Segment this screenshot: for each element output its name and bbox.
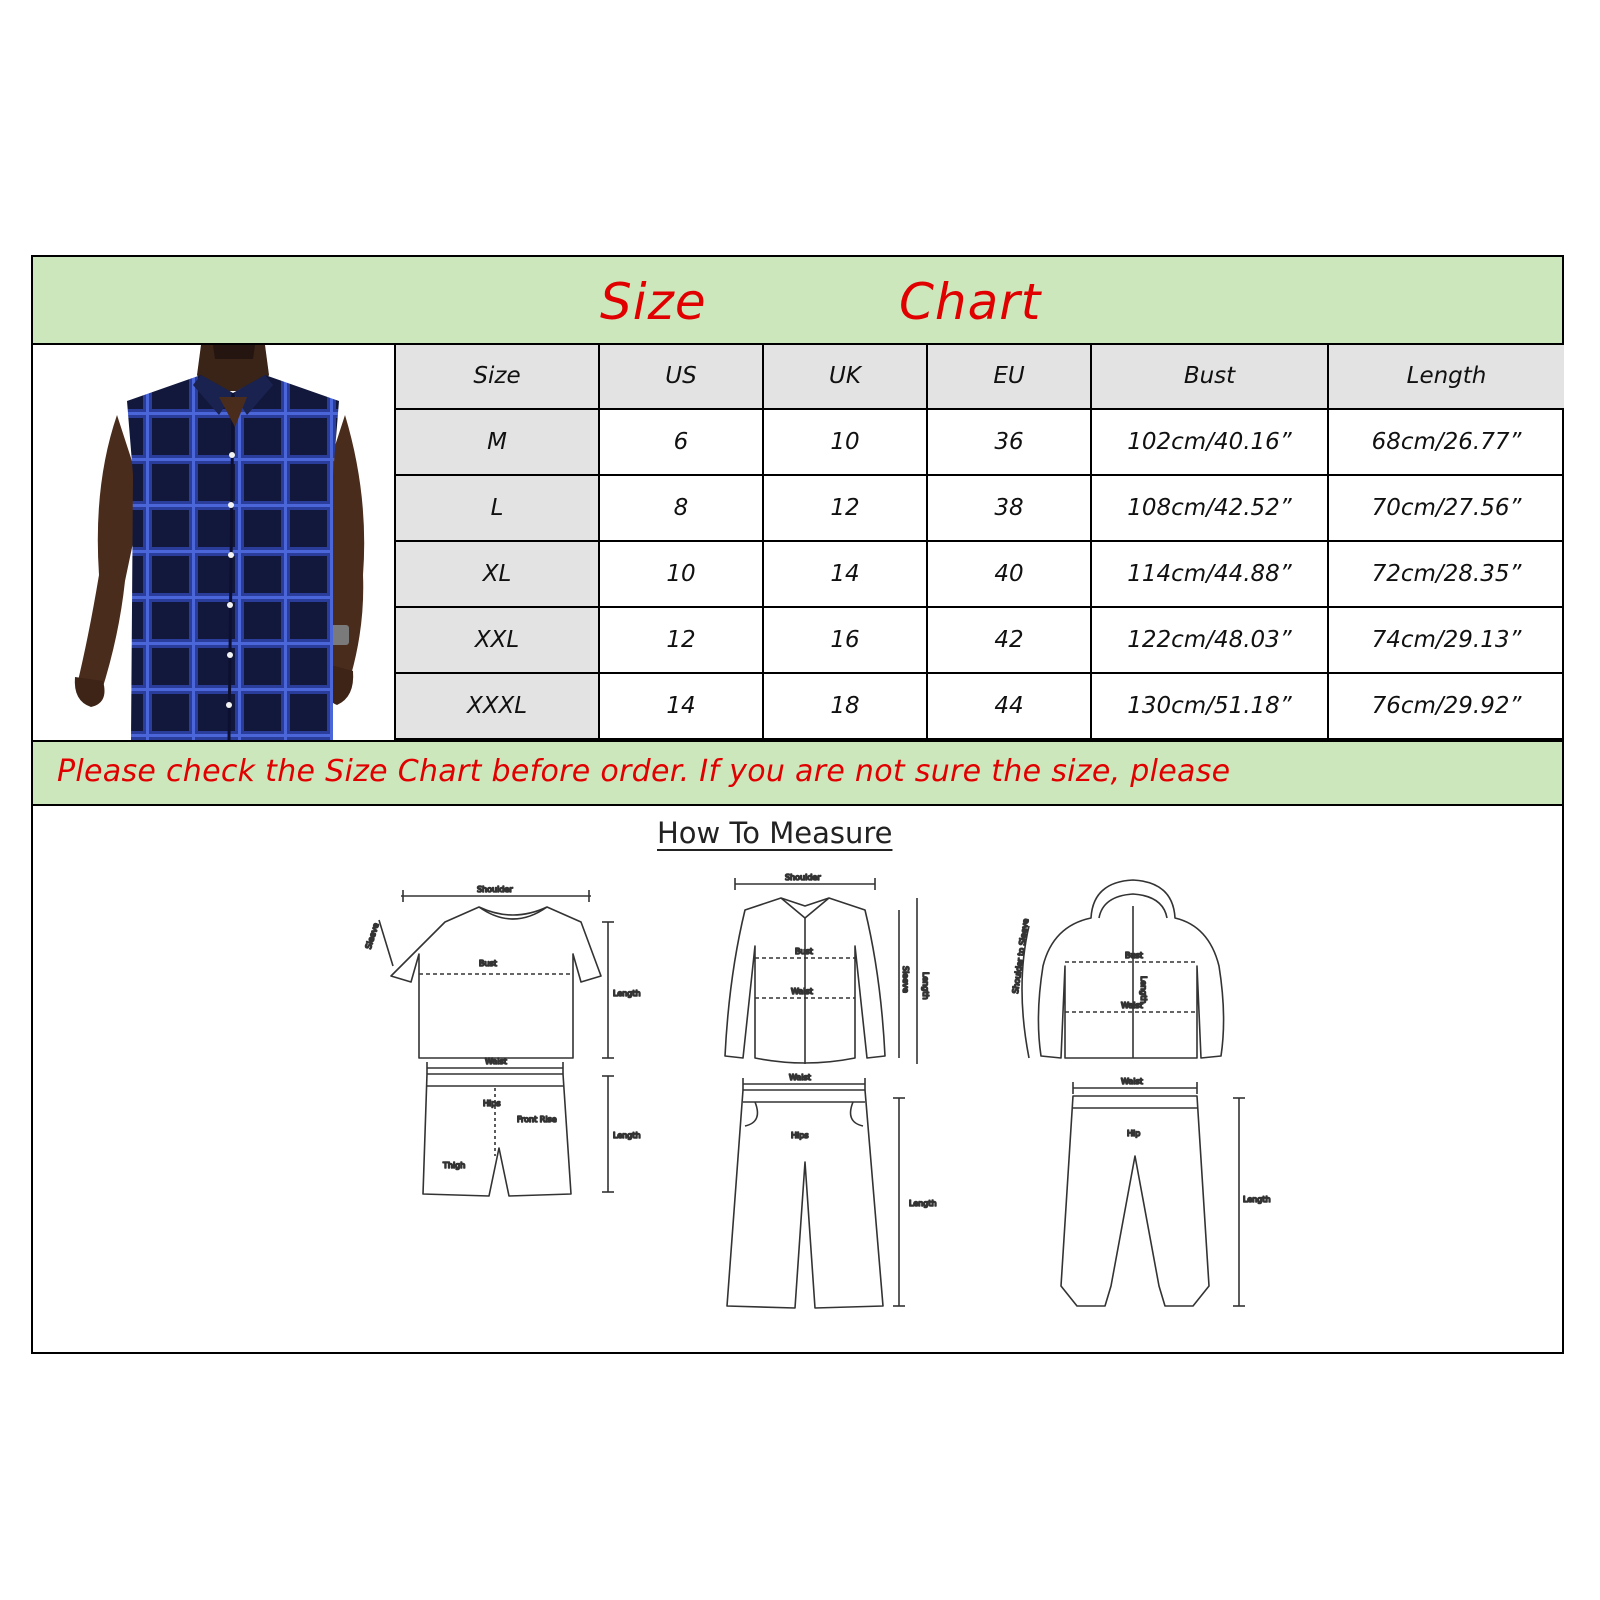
- cell-length: 76cm/29.92”: [1328, 673, 1564, 739]
- table-row: [396, 673, 1564, 739]
- header-uk: UK: [763, 345, 927, 409]
- shirt-bust-label: Bust: [795, 947, 813, 956]
- cell-length: 74cm/29.13”: [1328, 607, 1564, 673]
- shorts-thigh-label: Thigh: [443, 1161, 466, 1170]
- shorts-length-label: Length: [613, 1131, 641, 1140]
- tshirt-shoulder-label: Shoulder: [477, 885, 513, 894]
- tshirt-sleeve-label: Sleeve: [363, 921, 381, 951]
- tshirt-bust-label: Bust: [479, 959, 497, 968]
- pants-waist-label: Waist: [789, 1073, 811, 1082]
- table-header-row: [396, 345, 1564, 409]
- pants-diagram: [727, 1078, 905, 1308]
- header-eu: EU: [927, 345, 1091, 409]
- cell-eu: 44: [927, 673, 1091, 739]
- cell-bust: 122cm/48.03”: [1091, 607, 1328, 673]
- cell-bust: 108cm/42.52”: [1091, 475, 1328, 541]
- header-us: US: [599, 345, 763, 409]
- cell-size: XXXL: [396, 673, 599, 739]
- cell-uk: 10: [763, 409, 927, 475]
- shirt-diagram: [725, 878, 917, 1064]
- cell-eu: 38: [927, 475, 1091, 541]
- cell-uk: 16: [763, 607, 927, 673]
- hoodie-bust-label: Bust: [1125, 951, 1143, 960]
- cell-eu: 40: [927, 541, 1091, 607]
- title-chart: Chart: [899, 273, 1042, 331]
- how-to-measure-section: [33, 806, 1562, 1352]
- header-size: Size: [396, 345, 599, 409]
- cell-uk: 14: [763, 541, 927, 607]
- cell-length: 70cm/27.56”: [1328, 475, 1564, 541]
- cell-size: L: [396, 475, 599, 541]
- cell-size: XXL: [396, 607, 599, 673]
- table-row: [396, 541, 1564, 607]
- tshirt-length-label: Length: [613, 989, 641, 998]
- joggers-waist-label: Waist: [1121, 1077, 1143, 1086]
- cell-eu: 42: [927, 607, 1091, 673]
- title-band: [33, 257, 1562, 345]
- cell-length: 68cm/26.77”: [1328, 409, 1564, 475]
- joggers-hip-label: Hip: [1127, 1129, 1141, 1138]
- hoodie-diagram: [1022, 880, 1224, 1058]
- header-length: Length: [1328, 345, 1564, 409]
- how-to-measure-title: How To Measure: [657, 816, 893, 850]
- header-bust: Bust: [1091, 345, 1328, 409]
- tshirt-diagram: [379, 890, 614, 1058]
- cell-us: 6: [599, 409, 763, 475]
- notice-band: [33, 740, 1562, 806]
- shorts-waist-label: Waist: [485, 1057, 507, 1066]
- title-size: Size: [600, 273, 707, 331]
- table-row: [396, 607, 1564, 673]
- joggers-diagram: [1061, 1082, 1245, 1306]
- shirt-length-label: Length: [921, 972, 930, 1000]
- cell-us: 12: [599, 607, 763, 673]
- cell-bust: 102cm/40.16”: [1091, 409, 1328, 475]
- cell-us: 10: [599, 541, 763, 607]
- table-row: [396, 409, 1564, 475]
- cell-us: 14: [599, 673, 763, 739]
- cell-uk: 12: [763, 475, 927, 541]
- hoodie-length-label: Length: [1139, 976, 1148, 1004]
- cell-size: M: [396, 409, 599, 475]
- size-chart: [31, 255, 1564, 1354]
- hoodie-waist-label: Waist: [1121, 1001, 1143, 1010]
- pants-hips-label: Hips: [791, 1131, 809, 1140]
- cell-eu: 36: [927, 409, 1091, 475]
- table-row: [396, 475, 1564, 541]
- shorts-front-rise-label: Front Rise: [517, 1115, 557, 1124]
- shirt-waist-label: Waist: [791, 987, 813, 996]
- pants-length-label: Length: [909, 1199, 937, 1208]
- shorts-hips-label: Hips: [483, 1099, 501, 1108]
- cell-length: 72cm/28.35”: [1328, 541, 1564, 607]
- cell-us: 8: [599, 475, 763, 541]
- cell-uk: 18: [763, 673, 927, 739]
- cell-bust: 130cm/51.18”: [1091, 673, 1328, 739]
- shorts-diagram: [423, 1062, 614, 1196]
- measurement-diagrams: [33, 806, 1562, 1352]
- notice-text: Please check the Size Chart before order. If you are not sure the size, please: [57, 754, 1231, 789]
- shirt-shoulder-label: Shoulder: [785, 873, 821, 882]
- size-table: [396, 345, 1564, 740]
- model-photo-illustration: [33, 345, 394, 740]
- cell-size: XL: [396, 541, 599, 607]
- model-photo: [33, 345, 396, 740]
- cell-bust: 114cm/44.88”: [1091, 541, 1328, 607]
- shirt-sleeve-label: Sleeve: [901, 966, 910, 993]
- hoodie-shoulder-label: Shoulder to Sleeve: [1010, 918, 1031, 995]
- joggers-length-label: Length: [1243, 1195, 1271, 1204]
